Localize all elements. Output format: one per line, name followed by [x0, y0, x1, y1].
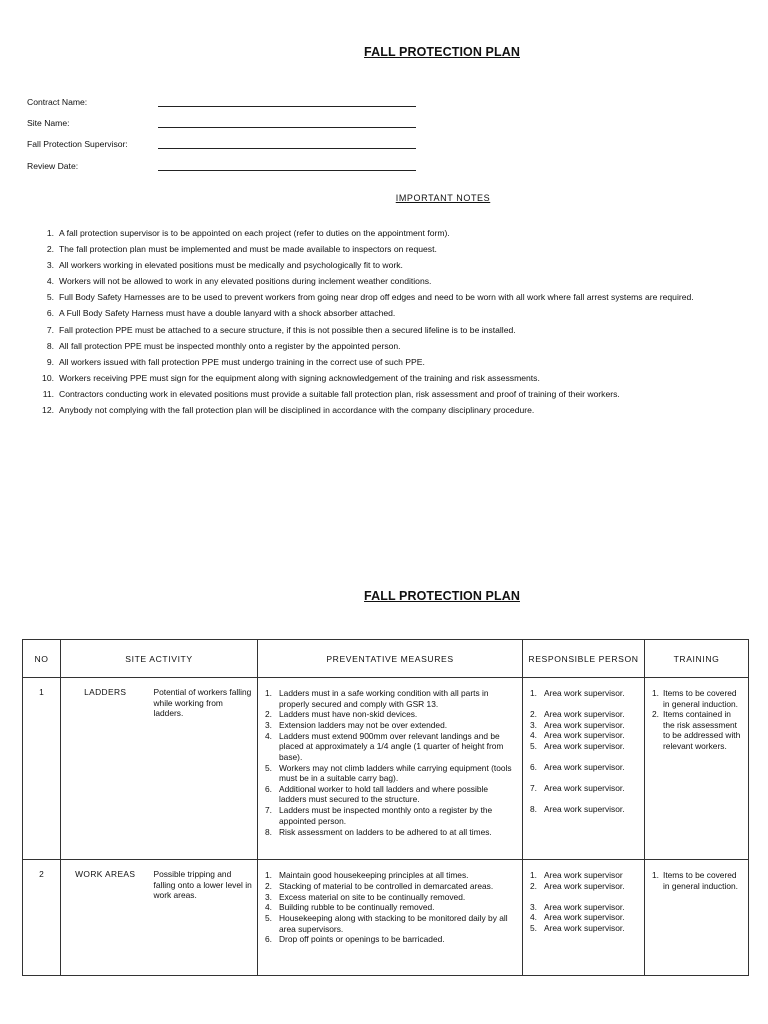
- header-training: TRAINING: [645, 640, 749, 678]
- note-text: Workers will not be allowed to work in any elevated positions during inclement weather conditions.: [59, 276, 432, 287]
- supervisor-line: [158, 148, 416, 149]
- responsible-text: Area work supervisor.: [544, 709, 625, 719]
- note-text: All fall protection PPE must be inspected monthly onto a register by the appointed person.: [59, 340, 401, 351]
- notes-heading: IMPORTANT NOTES: [395, 193, 491, 203]
- measure-item: 6. Additional worker to hold tall ladders and where possible ladders must secured to the structure.: [265, 783, 489, 805]
- measure-text: Additional worker to hold tall ladders and where possible ladders must secured to the structure.: [279, 783, 489, 805]
- note-item: [40, 226, 730, 242]
- responsible-item: 1. Area work supervisor.: [530, 688, 625, 698]
- measure-item: 2. Ladders must have non-skid devices.: [265, 709, 418, 720]
- note-number: 12.: [42, 405, 54, 416]
- measure-item: 5. Workers may not climb ladders while carrying equipment (tools must be in a suitable carry bag).: [265, 762, 512, 784]
- row-activity: LADDERS: [61, 678, 150, 860]
- training-text: Items to be covered in general induction.: [663, 870, 738, 891]
- responsible-text: Area work supervisor.: [544, 901, 625, 912]
- responsible-text: Area work supervisor.: [544, 719, 625, 730]
- note-item: [40, 323, 730, 339]
- note-item: [40, 371, 730, 387]
- note-number: 3.: [46, 260, 54, 271]
- notes-list: [40, 226, 730, 419]
- note-number: 6.: [46, 308, 54, 319]
- note-text: Workers receiving PPE must sign for the equipment along with signing acknowledgement of the training and risk assessments.: [59, 372, 540, 383]
- header-no: NO: [23, 640, 61, 678]
- measure-item: 5. Housekeeping along with stacking to be monitored daily by all area supervisors.: [265, 913, 508, 934]
- responsible-text: Area work supervisor.: [544, 912, 625, 922]
- responsible-text: Area work supervisor.: [544, 740, 625, 751]
- note-number: 7.: [46, 324, 54, 335]
- row-training: [645, 860, 749, 976]
- responsible-item: 2. Area work supervisor.: [530, 709, 625, 719]
- note-item: [40, 355, 730, 371]
- note-number: 1.: [46, 228, 54, 238]
- note-text: All workers working in elevated positions must be medically and psychologically fit to work.: [59, 260, 403, 271]
- measure-text: Risk assessment on ladders to be adhered to at all times.: [279, 826, 492, 837]
- table-header-row: [23, 640, 749, 678]
- note-item: [40, 403, 730, 419]
- responsible-text: Area work supervisor.: [544, 761, 625, 772]
- measure-text: Drop off points or openings to be barricaded.: [279, 934, 445, 945]
- fall-protection-table: [22, 639, 749, 976]
- responsible-text: Area work supervisor: [544, 870, 623, 880]
- measure-text: Housekeeping along with stacking to be monitored daily by all area supervisors.: [279, 913, 508, 934]
- review-date-label: Review Date:: [27, 161, 79, 171]
- responsible-item: 3. Area work supervisor.: [530, 719, 625, 730]
- row-activity: WORK AREAS: [61, 860, 150, 976]
- note-number: 10.: [42, 372, 54, 383]
- note-number: 8.: [46, 340, 54, 351]
- responsible-item: 4. Area work supervisor.: [530, 912, 625, 922]
- note-item: [40, 306, 730, 322]
- responsible-text: Area work supervisor.: [544, 730, 625, 740]
- note-text: Fall protection PPE must be attached to a secure structure, if this is not possible then a secured lifeline is to be installed.: [59, 324, 516, 335]
- responsible-item: 1. Area work supervisor: [530, 870, 623, 880]
- note-item: [40, 290, 730, 306]
- note-item: [40, 339, 730, 355]
- row-potential: Potential of workers falling while working from ladders.: [150, 678, 258, 860]
- training-item: 2. Items contained in the risk assessment to be addressed with relevant workers.: [652, 709, 741, 751]
- measures-list: [259, 861, 521, 945]
- responsible-item: 5. Area work supervisor.: [530, 922, 625, 933]
- measure-item: 7. Ladders must be inspected monthly onto a register by the appointed person.: [265, 805, 493, 826]
- training-text: Items contained in the risk assessment to be addressed with relevant workers.: [663, 709, 741, 751]
- note-number: 9.: [46, 356, 54, 367]
- measure-text: Stacking of material to be controlled in demarcated areas.: [279, 880, 494, 891]
- note-text: Contractors conducting work in elevated positions must provide a suitable fall protection plan, risk assessment and proof of training of their workers.: [59, 388, 620, 399]
- note-text: Anybody not complying with the fall protection plan will be disciplined in accordance with the company disciplinary procedure.: [59, 405, 535, 416]
- measure-text: Ladders must be inspected monthly onto a register by the appointed person.: [279, 805, 493, 826]
- header-preventative-measures: PREVENTATIVE MEASURES: [258, 640, 523, 678]
- row-training: [645, 678, 749, 860]
- site-name-line: [158, 127, 416, 128]
- measure-text: Maintain good housekeeping principles at all times.: [279, 870, 469, 880]
- measure-text: Ladders must in a safe working condition with all parts in properly secured and comply with GSR 13.: [279, 688, 489, 709]
- measure-text: Excess material on site to be continually removed.: [279, 891, 466, 902]
- table-row: [23, 678, 749, 860]
- page-title: FALL PROTECTION PLAN: [364, 45, 520, 59]
- training-list: [646, 679, 747, 751]
- responsible-text: Area work supervisor.: [544, 880, 625, 891]
- note-number: 11.: [42, 388, 54, 399]
- responsible-item: 5. Area work supervisor.: [530, 740, 625, 751]
- row-measures: [258, 678, 523, 860]
- measure-item: 6. Drop off points or openings to be barricaded.: [265, 934, 445, 945]
- responsible-item: 4. Area work supervisor.: [530, 730, 625, 740]
- measure-item: 4. Building rubble to be continually removed.: [265, 902, 435, 913]
- row-responsible: [523, 678, 645, 860]
- training-list: [646, 861, 747, 891]
- measure-text: Ladders must have non-skid devices.: [279, 709, 418, 720]
- measure-item: 2. Stacking of material to be controlled in demarcated areas.: [265, 880, 494, 891]
- row-measures: [258, 860, 523, 976]
- responsible-item: 6. Area work supervisor.: [530, 761, 625, 772]
- review-date-line: [158, 170, 416, 171]
- note-number: 5.: [46, 292, 54, 303]
- note-text: A fall protection supervisor is to be appointed on each project (refer to duties on the appointment form).: [59, 228, 450, 238]
- site-name-label: Site Name:: [27, 118, 70, 128]
- responsible-text: Area work supervisor.: [544, 922, 625, 933]
- table-row: [23, 860, 749, 976]
- row-number: 2: [23, 860, 61, 976]
- responsible-text: Area work supervisor.: [544, 803, 625, 814]
- measure-item: 1. Maintain good housekeeping principles at all times.: [265, 870, 469, 880]
- note-item: [40, 274, 730, 290]
- row-number: 1: [23, 678, 61, 860]
- measure-item: 1. Ladders must in a safe working condition with all parts in properly secured and comply with GSR 13.: [265, 688, 489, 709]
- row-responsible: [523, 860, 645, 976]
- measure-text: Workers may not climb ladders while carrying equipment (tools must be in a suitable carry bag).: [279, 762, 512, 784]
- responsible-item: 8. Area work supervisor.: [530, 803, 625, 814]
- measure-text: Ladders must extend 900mm over relevant landings and be placed at approximately a 1/4 angle (1 quarter of height from base).: [279, 730, 504, 762]
- note-item: [40, 258, 730, 274]
- note-item: [40, 242, 730, 258]
- responsible-text: Area work supervisor.: [544, 688, 625, 698]
- row-potential: Possible tripping and falling onto a lower level in work areas.: [150, 860, 258, 976]
- responsible-text: Area work supervisor.: [544, 782, 625, 793]
- table-title: FALL PROTECTION PLAN: [364, 589, 520, 603]
- training-text: Items to be covered in general induction.: [663, 688, 738, 709]
- note-text: The fall protection plan must be implemented and must be made available to inspectors on request.: [59, 244, 437, 255]
- contract-name-line: [158, 106, 416, 107]
- measure-item: 3. Extension ladders may not be over extended.: [265, 720, 448, 731]
- header-responsible-person: RESPONSIBLE PERSON: [523, 640, 645, 678]
- responsible-item: 7. Area work supervisor.: [530, 782, 625, 793]
- note-number: 2.: [46, 244, 54, 255]
- responsible-list: [524, 861, 643, 933]
- note-text: A Full Body Safety Harness must have a double lanyard with a shock absorber attached.: [59, 308, 396, 319]
- header-site-activity: SITE ACTIVITY: [61, 640, 258, 678]
- measure-text: Building rubble to be continually removed.: [279, 902, 435, 913]
- note-text: Full Body Safety Harnesses are to be used to prevent workers from going near drop off edges and need to be worn with all work where fall arrest systems are required.: [59, 292, 694, 303]
- contract-name-label: Contract Name:: [27, 97, 88, 107]
- responsible-item: 3. Area work supervisor.: [530, 901, 625, 912]
- measures-list: [259, 679, 521, 837]
- measure-item: 4. Ladders must extend 900mm over relevant landings and be placed at approximately a 1/4 angle (1 quarter of height from base).: [265, 730, 504, 762]
- responsible-list: [524, 679, 643, 814]
- supervisor-label: Fall Protection Supervisor:: [27, 139, 128, 149]
- measure-item: 3. Excess material on site to be continually removed.: [265, 891, 466, 902]
- responsible-item: 2. Area work supervisor.: [530, 880, 625, 891]
- measure-text: Extension ladders may not be over extended.: [279, 720, 448, 731]
- note-text: All workers issued with fall protection PPE must undergo training in the correct use of such PPE.: [59, 356, 425, 367]
- note-item: [40, 387, 730, 403]
- note-number: 4.: [46, 276, 54, 287]
- training-item: 1. Items to be covered in general induction.: [652, 870, 738, 891]
- measure-item: 8. Risk assessment on ladders to be adhered to at all times.: [265, 826, 492, 837]
- training-item: 1. Items to be covered in general induction.: [652, 688, 738, 709]
